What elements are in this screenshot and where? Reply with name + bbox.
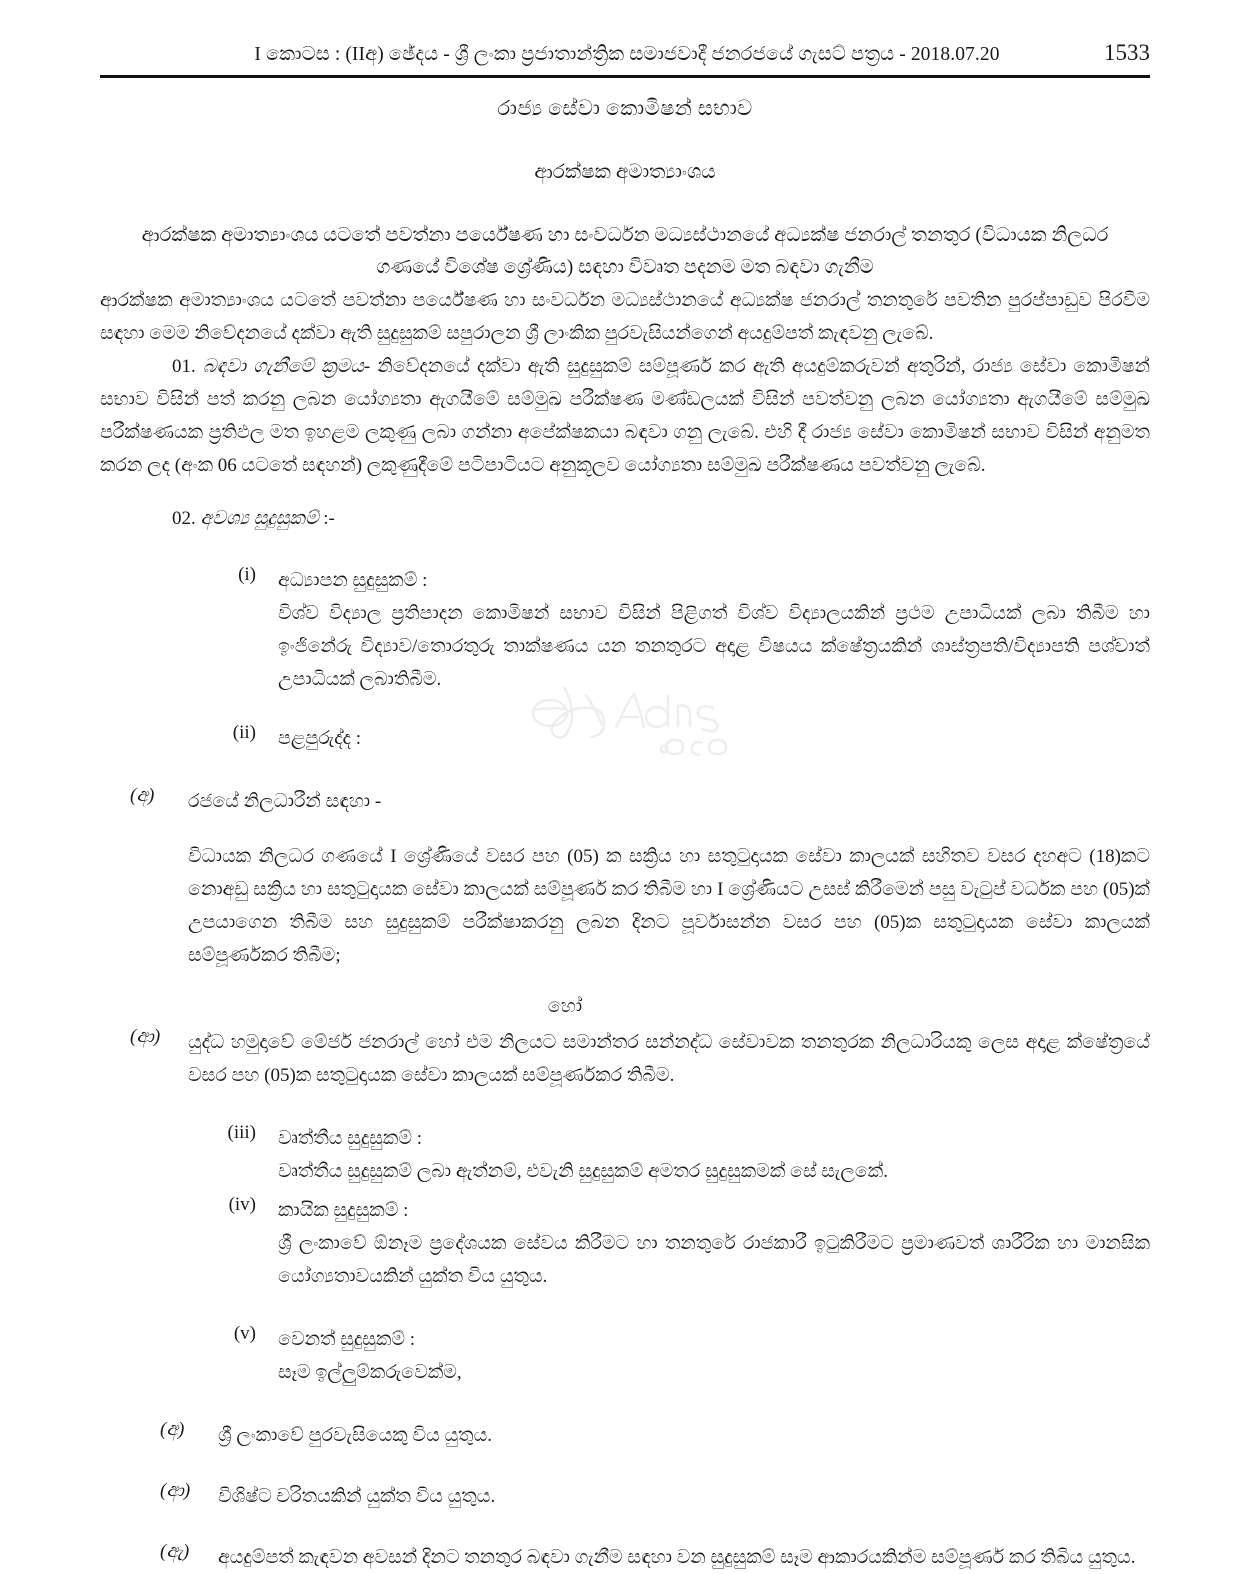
item-text-i: විශ්ව විද්‍යාල ප්‍රතිපාදන කොමිෂන් සභාව විසින් පිළිගත් විශ්ව විද්‍යාලයකින් ප්‍රථම උපාධියක් ලබා තිබීම හා ඉංජිනේරු විද්‍යාව/තොරතුරු තාක්ෂණය යන තනතුරට අදාළ විෂයය ක්ෂේත්‍රයකින් ශාස්ත්‍රපති/විද්‍යාපති පශ්චාත් උපාධියක් ලබාතිබීම. (278, 603, 1150, 690)
list-item (100, 1323, 1150, 1389)
item-label-ii: පළපුරුද්ද : (278, 728, 362, 749)
item-label-iv: කායික සුදුසුකම් : (278, 1200, 409, 1221)
item-text-iii: වෘත්තීය සුදුසුකම් ලබා ඇත්නම්, එවැනි සුදුසුකම් අමතර සුදුසුකමක් සේ සැලකේ. (278, 1161, 888, 1182)
item-label-v: වෙනත් සුදුසුකම් : (278, 1329, 416, 1350)
item-marker-iii: (iii) (227, 1122, 256, 1143)
other-qualification-marker-a: (අ) (160, 1419, 185, 1440)
other-qualification-item (100, 1419, 1150, 1452)
experience-option-a-body (100, 840, 1150, 972)
experience-options (100, 785, 1150, 1092)
experience-option-a-label: රජයේ නිලධාරීන් සඳහා - (188, 791, 382, 812)
experience-option-b (100, 1026, 1150, 1092)
list-item (100, 722, 1150, 755)
other-qualification-text-b: විශිෂ්ට චරිතයකින් යුක්ත විය යුතුය. (218, 1486, 496, 1507)
document-body (100, 92, 1150, 1574)
item-marker-i: (i) (238, 564, 256, 585)
post-heading (100, 220, 1150, 284)
qualification-list (100, 564, 1150, 1574)
section-02-number: 02. (172, 508, 196, 529)
or-connector: හෝ (547, 996, 583, 1017)
item-marker-v: (v) (233, 1323, 256, 1344)
organisation-title: රාජ්‍ය සේවා කොමිෂන් සභාව (497, 96, 753, 120)
item-marker-ii: (ii) (232, 722, 256, 743)
header-citation-line: I කොටස : (IIඅ) ඡේදය - ශ්‍රී ලංකා ප්‍රජාතාන්ත්‍රික සමාජවාදී ජනරජයේ ගැසට් පත්‍රය - 2018.07.20 (254, 44, 1000, 65)
list-item (100, 564, 1150, 696)
post-heading-line-1: ආරක්ෂක අමාත්‍යාංශය යටතේ පවත්නා පර්යේෂණ හා සංවර්ධන මධ්‍යස්ථානයේ අධ්‍යක්ෂ ජනරාල් තනතුර (විධායක නිලධර (141, 225, 1109, 246)
section-02-title: අවශ්‍ය සුදුසුකම් (200, 508, 319, 529)
item-text-iv: ශ්‍රී ලංකාවේ ඕනෑම ප්‍රදේශයක සේවය කිරීමට හා තනතුරේ රාජකාරී ඉටුකිරීමට ප්‍රමාණවත් ශාරීරික හා මානසික යෝග්‍යතාවයකින් යුක්ත විය යුතුය. (278, 1233, 1150, 1287)
other-qualification-item (100, 1541, 1150, 1574)
section-01 (100, 350, 1150, 482)
section-02-heading (100, 508, 1150, 530)
header-rule (100, 75, 1150, 78)
other-qualification-marker-c: (ඇ) (160, 1541, 190, 1562)
experience-option-a-text: විධායක නිලධර ගණයේ I ශ්‍රේණියේ වසර පහ (05) ක සක්‍රිය හා සතුටුදායක සේවා කාලයක් සහිතව වසර දහඅට (18)කට නොඅඩු සක්‍රිය හා සතුටුදායක සේවා කාලයක් සම්පූර්ණ කර තිබීම හා I ශ්‍රේණියට උසස් කිරීමෙන් පසු වැටුප් වර්ධක පහ (05)ක් උපයාගෙන තිබීම සහ සුදුසුකම් පරීක්ෂාකරනු ලබන දිනට පූර්වාසන්න වසර පහ (05)ක සතුටුදායක සේවා කාලයක් සම්පූර්ණකර තිබීම; (188, 846, 1150, 966)
item-marker-iv: (iv) (228, 1194, 256, 1215)
section-01-number: 01. (172, 356, 196, 377)
other-qualification-text-c: අයදුම්පත් කැඳවන අවසන් දිනට තනතුර බඳවා ගැනීම සඳහා වන සුදුසුකම් සෑම ආකාරයකින්ම සම්පූර්ණ කර තිබිය යුතුය. (218, 1547, 1136, 1568)
experience-option-b-marker: (ආ) (130, 1026, 161, 1047)
experience-option-a-marker: (අ) (130, 785, 155, 806)
list-item (100, 1122, 1150, 1188)
other-qualification-item (100, 1480, 1150, 1513)
section-01-title: බඳවා ගැනීමේ ක්‍රමය- (202, 356, 371, 377)
spacer (100, 840, 188, 972)
other-qualification-list (100, 1419, 1150, 1574)
experience-option-a (100, 785, 1150, 818)
section-01-text: නිවේදනයේ දක්වා ඇති සුදුසුකම් සම්පූර්ණ කර ඇති අයදුම්කරුවන් අතුරින්, රාජ්‍ය සේවා කොමිෂන් සභාව විසින් පත් කරනු ලබන යෝග්‍යතා ඇගයීමේ සම්මුඛ පරීක්ෂණ මණ්ඩලයක් විසින් පවත්වනු ලබන යෝග්‍යතා ඇගයීමේ සම්මුඛ පරීක්ෂණයක ප්‍රතිඵල මත ඉහළම ලකුණු ලබා ගන්නා අපේක්ෂකයා බඳවා ගනු ලැබේ. එහි දී රාජ්‍ය සේවා කොමිෂන් සභාව විසින් අනුමත කරන ලද (අංක 06 යටතේ සඳහන්) ලකුණුදීමේ පටිපාටියට අනුකූලව යෝග්‍යතා සම්මුඛ පරීක්ෂණය පවත්වනු ලැබේ. (100, 356, 1151, 476)
item-text-v: සෑම ඉල්ලුම්කරුවෙක්ම, (278, 1362, 462, 1383)
intro-paragraph: ආරක්ෂක අමාත්‍යාංශය යටතේ පවත්නා පර්යේෂණ හා සංවර්ධන මධ්‍යස්ථානයේ අධ්‍යක්ෂ ජනරාල් තනතුරේ පවතින පුරප්පාඩුව පිරවීම සඳහා මෙම නිවේදනයේ දක්වා ඇති සුදුසුකම් සපුරාලන ශ්‍රී ලාංකික පුරවැසියන්ගෙන් අයදුම්පත් කැඳවනු ලැබේ. (100, 290, 1150, 344)
post-heading-line-2: ගණයේ විශේෂ ශ්‍රේණිය) සඳහා විවෘත පදනම මත බඳවා ගැනීම (376, 257, 874, 278)
experience-option-b-text: යුද්ධ හමුදාවේ මේජර් ජනරාල් හෝ එම නිලයට සමාන්තර සන්නද්ධ සේවාවක තනතුරක නිලධාරියකු ලෙස අදාළ ක්ෂේත්‍රයේ වසර පහ (05)ක සතුටුදායක සේවා කාලයක් සම්පූර්ණකර තිබීම. (188, 1032, 1151, 1086)
item-label-iii: වෘත්තීය සුදුසුකම් : (278, 1128, 423, 1149)
page-number: 1533 (1104, 40, 1150, 65)
other-qualification-text-a: ශ්‍රී ලංකාවේ පුරවැසියෙකු විය යුතුය. (218, 1425, 492, 1446)
running-header (100, 40, 1150, 74)
other-qualification-marker-b: (ආ) (160, 1480, 191, 1501)
item-label-i: අධ්‍යාපන සුදුසුකම් : (278, 570, 428, 591)
section-02-suffix: :- (318, 508, 335, 529)
ministry-title: ආරක්ෂක අමාත්‍යාංශය (534, 161, 716, 183)
list-item (100, 1194, 1150, 1293)
